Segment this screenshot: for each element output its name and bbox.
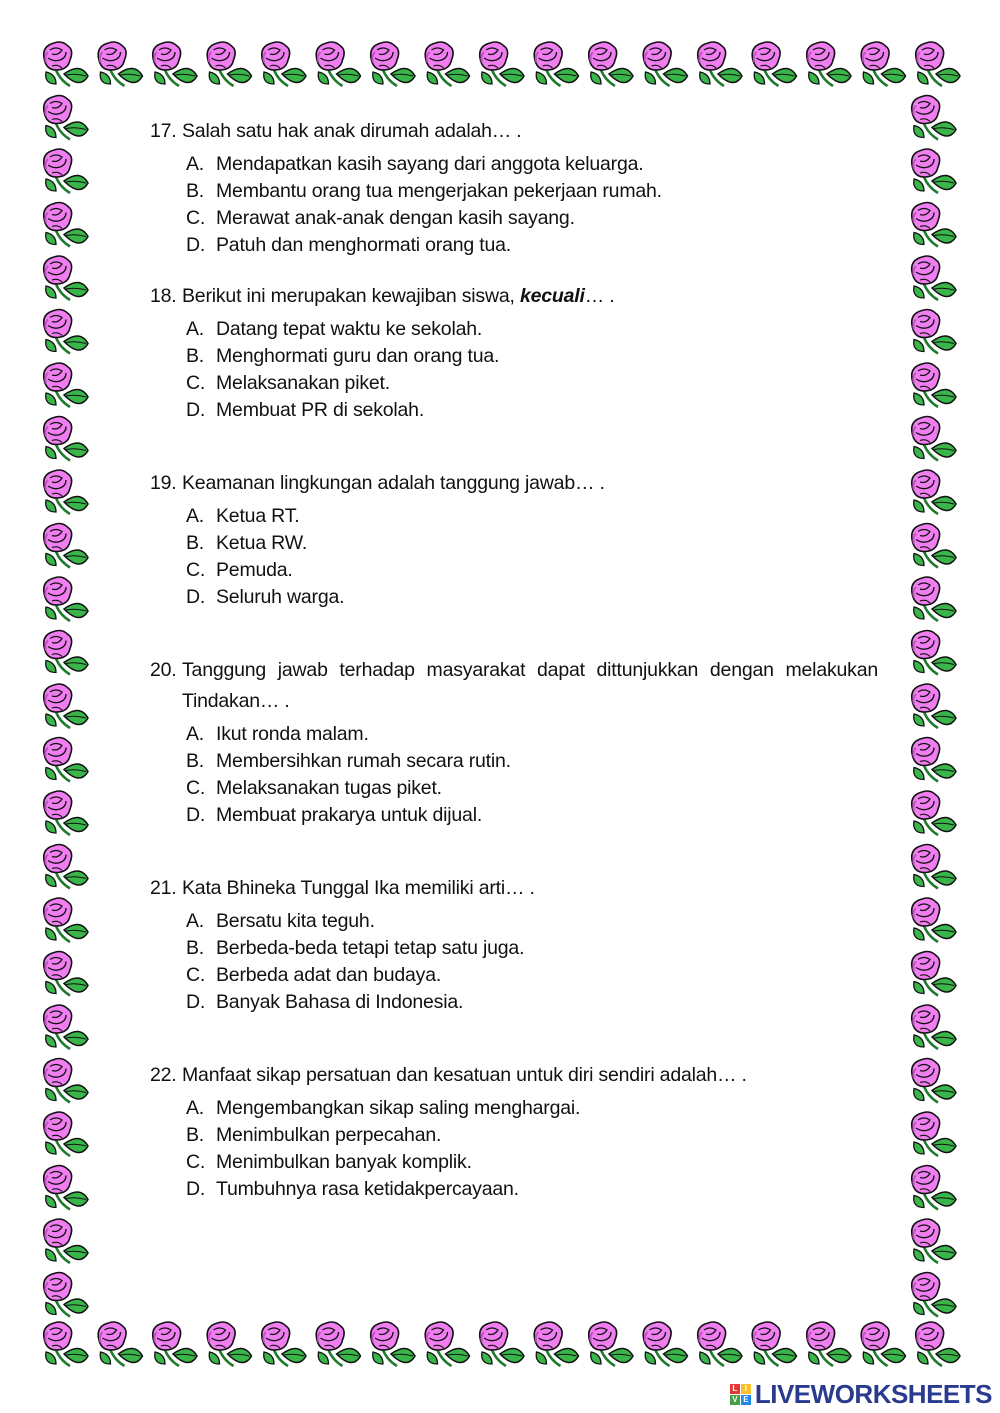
option-text: Tumbuhnya rasa ketidakpercayaan. [216, 1178, 519, 1200]
rose-ornament-icon [44, 310, 88, 354]
rose-ornament-icon [912, 417, 956, 461]
option-b[interactable] [150, 178, 878, 205]
option-letter: D. [186, 991, 206, 1013]
rose-ornament-icon [44, 738, 88, 782]
rose-ornament-icon [262, 42, 306, 86]
question-text: Manfaat sikap persatuan dan kesatuan untuk diri sendiri adalah… . [182, 1064, 747, 1086]
rose-ornament-icon [589, 42, 633, 86]
rose-ornament-icon [807, 42, 851, 86]
option-list [150, 503, 878, 611]
option-letter: C. [186, 777, 206, 799]
rose-ornament-icon [425, 1322, 469, 1366]
rose-ornament-icon [44, 791, 88, 835]
question-number: 20. [150, 659, 177, 681]
question-18 [150, 283, 878, 424]
rose-ornament-icon [912, 1059, 956, 1103]
option-list [150, 316, 878, 424]
rose-ornament-icon [912, 1112, 956, 1156]
logo-letter: L [730, 1384, 740, 1394]
rose-ornament-icon [371, 1322, 415, 1366]
option-letter: B. [186, 750, 205, 772]
option-text: Membersihkan rumah secara rutin. [216, 750, 511, 772]
liveworksheets-logo-icon [730, 1384, 751, 1405]
question-19 [150, 470, 878, 611]
worksheet-questions [150, 118, 878, 1203]
option-c[interactable] [150, 775, 878, 802]
rose-ornament-icon [44, 149, 88, 193]
question-number: 17. [150, 120, 177, 142]
option-letter: C. [186, 964, 206, 986]
option-letter: A. [186, 910, 205, 932]
option-c[interactable] [150, 962, 878, 989]
rose-ornament-icon [153, 42, 197, 86]
option-text: Mengembangkan sikap saling menghargai. [216, 1097, 581, 1119]
option-letter: B. [186, 345, 205, 367]
rose-ornament-icon [44, 42, 88, 86]
rose-ornament-icon [912, 684, 956, 728]
option-a[interactable] [150, 908, 878, 935]
rose-ornament-icon [44, 256, 88, 300]
option-text: Berbeda-beda tetapi tetap satu juga. [216, 937, 525, 959]
rose-ornament-icon [912, 845, 956, 889]
option-letter: D. [186, 804, 206, 826]
option-text: Patuh dan menghormati orang tua. [216, 234, 511, 256]
rose-ornament-icon [912, 149, 956, 193]
option-text: Menghormati guru dan orang tua. [216, 345, 500, 367]
option-list [150, 908, 878, 1016]
rose-ornament-icon [44, 417, 88, 461]
rose-ornament-icon [44, 952, 88, 996]
rose-ornament-icon [98, 42, 142, 86]
option-b[interactable] [150, 935, 878, 962]
option-text: Datang tepat waktu ke sekolah. [216, 318, 483, 340]
question-number: 18. [150, 285, 177, 307]
rose-ornament-icon [698, 42, 742, 86]
rose-ornament-icon [44, 524, 88, 568]
rose-ornament-icon [262, 1322, 306, 1366]
rose-ornament-icon [912, 96, 956, 140]
rose-ornament-icon [912, 524, 956, 568]
question-20 [150, 657, 878, 829]
option-text: Melaksanakan tugas piket. [216, 777, 442, 799]
rose-ornament-icon [912, 738, 956, 782]
rose-ornament-icon [912, 1273, 956, 1317]
rose-ornament-icon [912, 898, 956, 942]
rose-ornament-icon [912, 1166, 956, 1210]
option-list [150, 151, 878, 259]
rose-ornament-icon [44, 898, 88, 942]
rose-ornament-icon [316, 42, 360, 86]
option-c[interactable] [150, 370, 878, 397]
rose-ornament-icon [912, 791, 956, 835]
question-text: Keamanan lingkungan adalah tanggung jawab… . [182, 472, 605, 494]
rose-ornament-icon [752, 1322, 796, 1366]
option-letter: B. [186, 937, 205, 959]
rose-ornament-icon [44, 363, 88, 407]
option-text: Seluruh warga. [216, 586, 345, 608]
option-d[interactable] [150, 989, 878, 1016]
option-text: Melaksanakan piket. [216, 372, 390, 394]
option-letter: A. [186, 505, 205, 527]
option-letter: D. [186, 399, 206, 421]
option-text: Berbeda adat dan budaya. [216, 964, 442, 986]
option-b[interactable] [150, 530, 878, 557]
option-text: Mendapatkan kasih sayang dari anggota keluarga. [216, 153, 644, 175]
option-text: Membuat PR di sekolah. [216, 399, 425, 421]
question-emphasis: kecuali [519, 285, 585, 307]
option-letter: D. [186, 1178, 206, 1200]
rose-ornament-icon [44, 96, 88, 140]
option-c[interactable] [150, 557, 878, 584]
option-text: Merawat anak-anak dengan kasih sayang. [216, 207, 575, 229]
option-c[interactable] [150, 205, 878, 232]
rose-ornament-icon [44, 577, 88, 621]
rose-ornament-icon [912, 952, 956, 996]
question-text: Kata Bhineka Tunggal Ika memiliki arti… . [182, 877, 535, 899]
rose-ornament-icon [916, 42, 960, 86]
rose-ornament-icon [807, 1322, 851, 1366]
option-text: Membuat prakarya untuk dijual. [216, 804, 483, 826]
option-d[interactable] [150, 584, 878, 611]
rose-ornament-icon [44, 845, 88, 889]
question-17 [150, 118, 878, 259]
rose-ornament-icon [44, 203, 88, 247]
option-letter: B. [186, 180, 205, 202]
option-letter: A. [186, 153, 205, 175]
question-text-line2: Tindakan… . [182, 690, 290, 712]
option-letter: A. [186, 1097, 205, 1119]
rose-ornament-icon [534, 1322, 578, 1366]
rose-ornament-icon [371, 42, 415, 86]
question-21 [150, 875, 878, 1016]
rose-ornament-icon [861, 1322, 905, 1366]
rose-ornament-icon [153, 1322, 197, 1366]
logo-letter: E [741, 1395, 751, 1405]
rose-ornament-icon [44, 470, 88, 514]
rose-ornament-icon [698, 1322, 742, 1366]
option-d[interactable] [150, 232, 878, 259]
rose-ornament-icon [480, 42, 524, 86]
question-text-end: … . [584, 285, 615, 307]
option-letter: A. [186, 318, 205, 340]
question-number: 22. [150, 1064, 177, 1086]
rose-ornament-icon [912, 631, 956, 675]
rose-ornament-icon [912, 1005, 956, 1049]
rose-ornament-icon [912, 1219, 956, 1263]
option-a[interactable] [150, 503, 878, 530]
question-text [182, 283, 878, 310]
option-text: Ikut ronda malam. [216, 723, 369, 745]
option-letter: C. [186, 1151, 206, 1173]
rose-ornament-icon [912, 363, 956, 407]
rose-ornament-icon [425, 42, 469, 86]
rose-ornament-icon [44, 1166, 88, 1210]
option-letter: A. [186, 723, 205, 745]
option-letter: D. [186, 586, 206, 608]
option-text: Membantu orang tua mengerjakan pekerjaan rumah. [216, 180, 662, 202]
rose-ornament-icon [44, 1005, 88, 1049]
rose-ornament-icon [643, 42, 687, 86]
rose-ornament-icon [44, 1273, 88, 1317]
rose-ornament-icon [207, 1322, 251, 1366]
option-letter: B. [186, 532, 205, 554]
logo-letter: V [730, 1395, 740, 1405]
question-text-line1: Tanggung jawab terhadap masyarakat dapat dittunjukkan dengan melakukan [182, 659, 878, 681]
rose-ornament-icon [98, 1322, 142, 1366]
rose-ornament-icon [44, 1059, 88, 1103]
liveworksheets-watermark [730, 1377, 992, 1411]
rose-ornament-icon [316, 1322, 360, 1366]
option-list [150, 1095, 878, 1203]
option-d[interactable] [150, 802, 878, 829]
rose-ornament-icon [752, 42, 796, 86]
rose-ornament-icon [44, 631, 88, 675]
option-a[interactable] [150, 721, 878, 748]
option-a[interactable] [150, 316, 878, 343]
option-text: Ketua RT. [216, 505, 300, 527]
question-number: 21. [150, 877, 177, 899]
option-a[interactable] [150, 1095, 878, 1122]
option-d[interactable] [150, 1176, 878, 1203]
rose-ornament-icon [912, 256, 956, 300]
logo-letter: I [741, 1384, 751, 1394]
question-number: 19. [150, 472, 177, 494]
rose-ornament-icon [861, 42, 905, 86]
question-22 [150, 1062, 878, 1203]
option-text: Bersatu kita teguh. [216, 910, 375, 932]
rose-ornament-icon [643, 1322, 687, 1366]
option-letter: B. [186, 1124, 205, 1146]
option-b[interactable] [150, 343, 878, 370]
question-text: Salah satu hak anak dirumah adalah… . [182, 120, 522, 142]
option-list [150, 721, 878, 829]
rose-ornament-icon [589, 1322, 633, 1366]
option-letter: C. [186, 372, 206, 394]
rose-ornament-icon [44, 1112, 88, 1156]
option-d[interactable] [150, 397, 878, 424]
option-b[interactable] [150, 748, 878, 775]
watermark-text: LIVEWORKSHEETS [754, 1378, 992, 1409]
rose-ornament-icon [912, 310, 956, 354]
rose-ornament-icon [916, 1322, 960, 1366]
rose-ornament-icon [912, 577, 956, 621]
rose-ornament-icon [44, 1322, 88, 1366]
rose-ornament-icon [534, 42, 578, 86]
rose-ornament-icon [44, 1219, 88, 1263]
option-text: Ketua RW. [216, 532, 308, 554]
option-letter: D. [186, 234, 206, 256]
question-text-start: Berikut ini merupakan kewajiban siswa, [182, 285, 515, 307]
option-text: Pemuda. [216, 559, 293, 581]
rose-ornament-icon [480, 1322, 524, 1366]
rose-ornament-icon [912, 203, 956, 247]
option-letter: C. [186, 559, 206, 581]
option-letter: C. [186, 207, 206, 229]
option-text: Menimbulkan banyak komplik. [216, 1151, 472, 1173]
option-a[interactable] [150, 151, 878, 178]
rose-ornament-icon [912, 470, 956, 514]
option-c[interactable] [150, 1149, 878, 1176]
option-text: Menimbulkan perpecahan. [216, 1124, 442, 1146]
option-b[interactable] [150, 1122, 878, 1149]
option-text: Banyak Bahasa di Indonesia. [216, 991, 464, 1013]
rose-ornament-icon [207, 42, 251, 86]
rose-ornament-icon [44, 684, 88, 728]
